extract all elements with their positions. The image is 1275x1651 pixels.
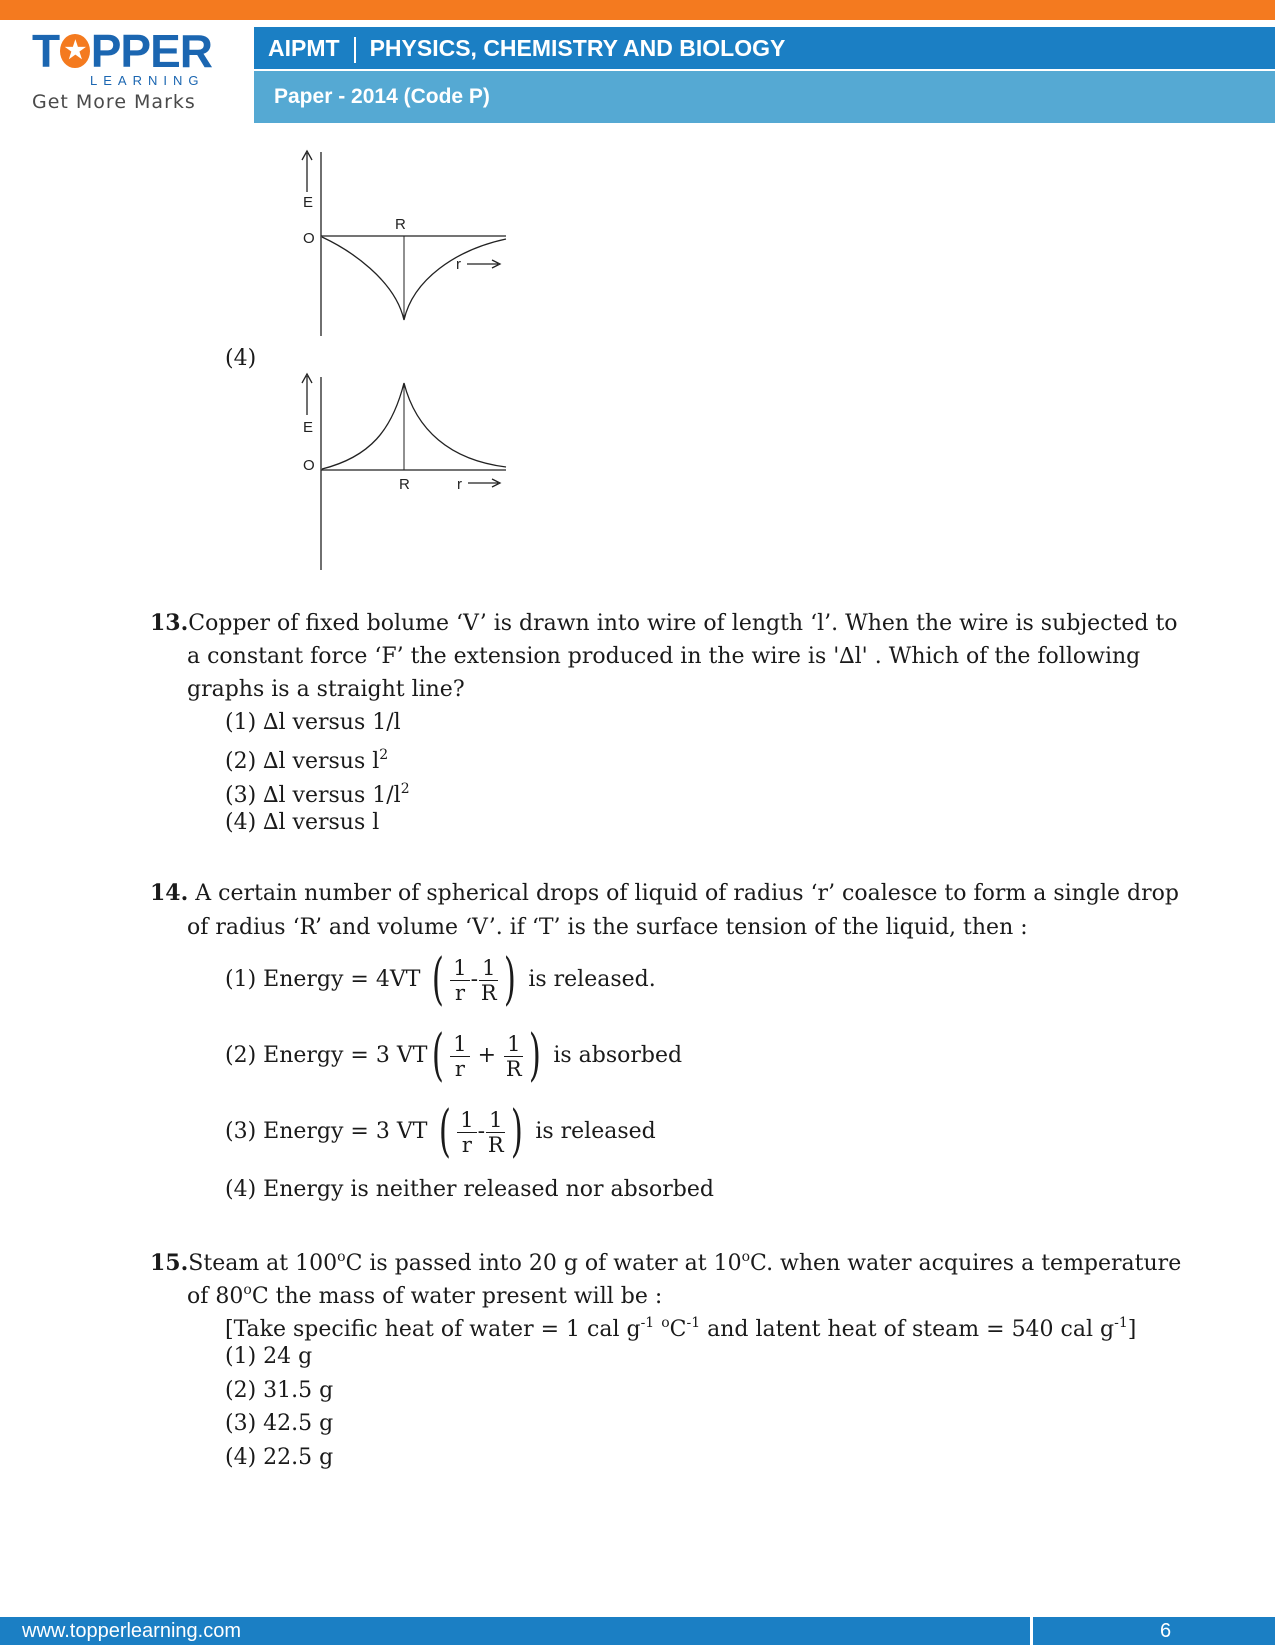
exponent: -1 [686, 1315, 701, 1331]
q15-note [225, 1307, 1136, 1346]
exam-name: AIPMT [268, 35, 340, 61]
degree-sup: o [243, 1282, 252, 1298]
operator: - [477, 1119, 486, 1144]
q13-option-2-text: (2) ∆l versus l [225, 749, 380, 774]
q14-opt3-suffix: is released [535, 1119, 656, 1144]
q14-option-4: (4) Energy is neither released nor absorbed [225, 1177, 714, 1202]
note-text-c: and latent heat of steam = 540 cal g [700, 1317, 1115, 1342]
energy-curve [322, 383, 506, 469]
q15-text-a: Steam at 100 [188, 1251, 338, 1276]
origin-label: O [303, 457, 315, 474]
graph-energy-peak [280, 365, 520, 575]
fraction-1-over-r [450, 1032, 469, 1081]
energy-curve [322, 237, 506, 320]
superscript: 2 [400, 781, 410, 797]
q15-text-b: C is passed into 20 g of water at 10 [345, 1251, 742, 1276]
q13-option-4: (4) ∆l versus l [225, 810, 380, 835]
fraction-1-over-R [479, 956, 498, 1005]
numerator: 1 [479, 956, 498, 981]
numerator: 1 [450, 1032, 469, 1057]
q14-line1 [150, 877, 1179, 910]
q15-number: 15. [150, 1250, 189, 1276]
logo-tagline: Get More Marks [32, 91, 196, 113]
q14-opt1-prefix: (1) Energy = 4VT [225, 967, 421, 992]
fraction-1-over-r [457, 1108, 476, 1157]
logo-text-left: T [32, 25, 60, 77]
r-peak-label: R [399, 476, 410, 493]
fraction-1-over-R [486, 1108, 505, 1157]
x-axis-label: r [457, 476, 462, 493]
q13-text-1: Copper of fixed bolume ‘V’ is drawn into wire of length ‘l’. When the wire is subjected to [188, 611, 1178, 636]
q15-option-2: (2) 31.5 g [225, 1378, 334, 1403]
note-text-b: C [669, 1317, 687, 1342]
right-paren: ) [511, 1099, 524, 1164]
q15-text-e: C the mass of water present will be : [251, 1284, 663, 1309]
graph-energy-well [280, 140, 520, 340]
q13-line1 [150, 607, 1178, 640]
q13-number: 13. [150, 610, 189, 636]
left-paren: ( [432, 947, 445, 1012]
q14-opt2-suffix: is absorbed [553, 1043, 683, 1068]
q13-option-1: (1) ∆l versus 1/l [225, 710, 401, 735]
option-4-label: (4) [225, 346, 257, 371]
paper-title: Paper - 2014 (Code P) [274, 85, 490, 108]
y-axis-label: E [303, 419, 314, 436]
q13-line2: a constant force ‘F’ the extension produced in the wire is '∆l' . Which of the following [187, 644, 1141, 669]
right-paren: ) [504, 947, 517, 1012]
exponent: -1 [640, 1315, 655, 1331]
q14-opt1-suffix: is released. [528, 967, 656, 992]
q15-option-3: (3) 42.5 g [225, 1411, 334, 1436]
operator: - [470, 967, 479, 992]
right-paren: ) [529, 1023, 542, 1088]
q14-option-3 [225, 1099, 656, 1164]
denominator: r [454, 1056, 465, 1081]
fraction-1-over-r [450, 956, 469, 1005]
origin-label: O [303, 230, 315, 247]
denominator: R [487, 1132, 504, 1157]
website-link[interactable]: www.topperlearning.com [22, 1620, 241, 1642]
exam-header [254, 27, 1275, 69]
q15-text-c: C. when water acquires a temperature [750, 1251, 1182, 1276]
exponent: -1 [1114, 1315, 1128, 1331]
numerator: 1 [450, 956, 469, 981]
q14-text-1: A certain number of spherical drops of liquid of radius ‘r’ coalesce to form a single drop [188, 881, 1179, 906]
q14-opt2-prefix: (2) Energy = 3 VT [225, 1043, 428, 1068]
header-divider [354, 37, 356, 63]
numerator: 1 [486, 1108, 505, 1133]
logo-text-right: PPER [90, 25, 212, 77]
denominator: R [480, 980, 497, 1005]
x-axis-label: r [456, 256, 461, 273]
q13-option-3-text: (3) ∆l versus 1/l [225, 783, 401, 808]
topper-logo [32, 25, 212, 118]
degree-sup: o [661, 1315, 670, 1331]
q15-option-4: (4) 22.5 g [225, 1445, 334, 1470]
q14-option-2 [225, 1023, 683, 1088]
denominator: r [454, 980, 465, 1005]
superscript: 2 [379, 747, 389, 763]
star-icon: ★ [60, 34, 90, 68]
denominator: r [461, 1132, 472, 1157]
logo-subtitle: LEARNING [90, 73, 205, 88]
q14-line2: of radius ‘R’ and volume ‘V’. if ‘T’ is the surface tension of the liquid, then : [187, 915, 1028, 940]
q14-number: 14. [150, 880, 189, 906]
footer-divider [1030, 1617, 1033, 1645]
degree-sup: o [337, 1249, 346, 1265]
left-paren: ( [432, 1023, 445, 1088]
q15-option-1: (1) 24 g [225, 1344, 313, 1369]
top-accent-bar [0, 0, 1275, 20]
note-text-d: ] [1127, 1317, 1137, 1342]
operator: + [477, 1043, 497, 1068]
page-number: 6 [1160, 1620, 1172, 1642]
q14-option-1 [225, 947, 656, 1012]
q13-line3: graphs is a straight line? [187, 677, 465, 702]
left-paren: ( [439, 1099, 452, 1164]
fraction-1-over-R [504, 1032, 523, 1081]
subjects-title: PHYSICS, CHEMISTRY AND BIOLOGY [369, 35, 786, 61]
paper-subheader [254, 71, 1275, 123]
r-peak-label: R [395, 216, 406, 233]
numerator: 1 [457, 1108, 476, 1133]
q15-text-d: of 80 [187, 1284, 244, 1309]
numerator: 1 [504, 1032, 523, 1057]
note-text-a: [Take specific heat of water = 1 cal g [225, 1317, 641, 1342]
page-footer [0, 1617, 1275, 1645]
y-axis-label: E [303, 194, 314, 211]
denominator: R [505, 1056, 522, 1081]
degree-sup: o [741, 1249, 751, 1265]
q14-opt3-prefix: (3) Energy = 3 VT [225, 1119, 428, 1144]
